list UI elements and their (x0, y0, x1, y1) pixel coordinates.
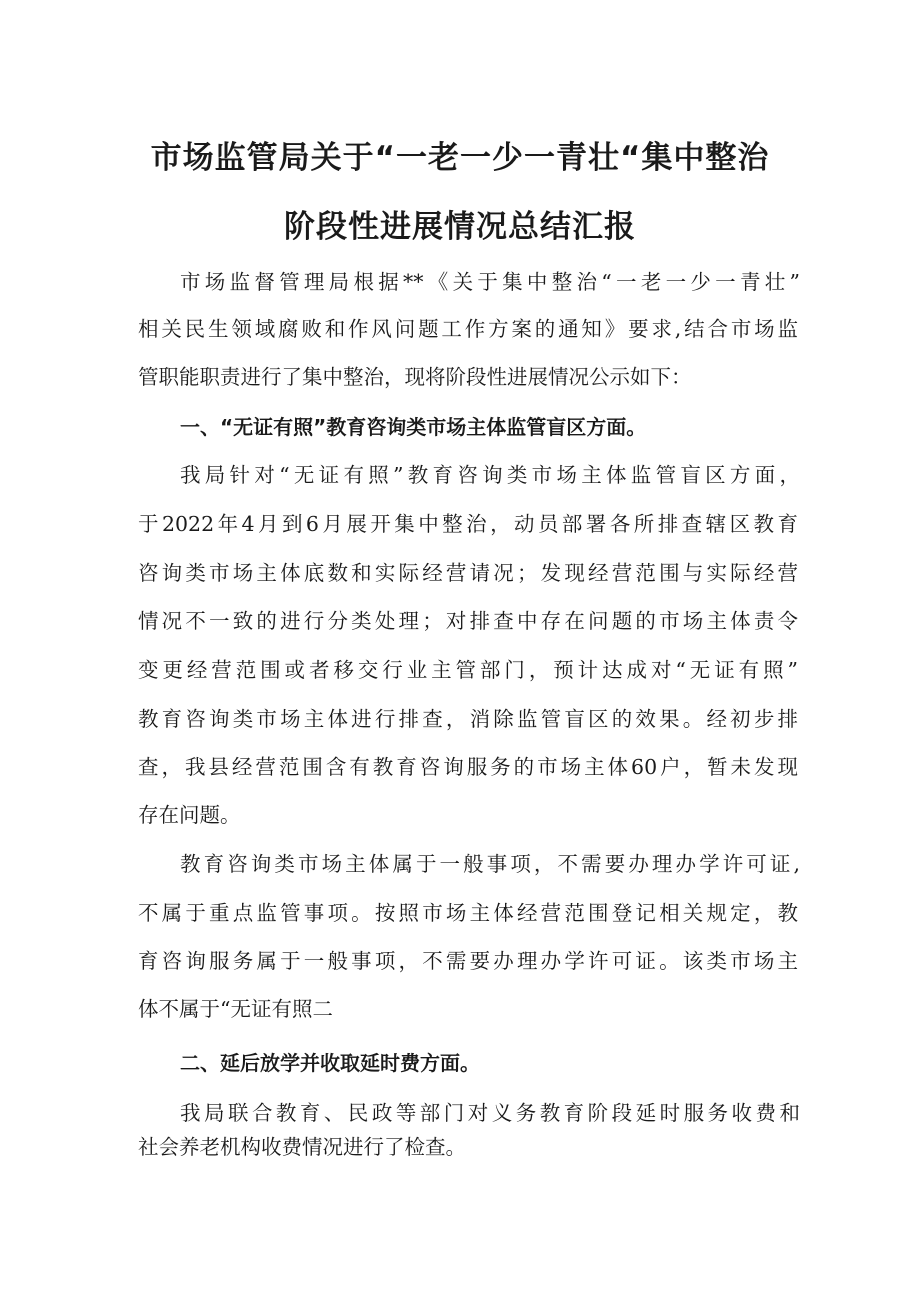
intro-line: 管职能职责进行了集中整治，现将阶段性进展情况公示如下： (138, 365, 692, 389)
section-2-heading: 二、延后放学并收取延时费方面。 (180, 1051, 480, 1075)
section-1-para-2-line: 体不属于“无证有照二 (138, 997, 333, 1021)
section-1-para-1-line: 咨询类市场主体底数和实际经营请况；发现经营范围与实际经营 (138, 561, 798, 585)
section-1-para-2-line: 不属于重点监管事项。按照市场主体经营范围登记相关规定，教 (138, 901, 798, 925)
section-2-para-1-line: 社会养老机构收费情况进行了检查。 (138, 1135, 466, 1159)
section-2-para-1-line: 我局联合教育、民政等部门对义务教育阶段延时服务收费和 (180, 1101, 800, 1125)
section-1-para-1-line: 于2022年4月到6月展开集中整治，动员部署各所排查辖区教育 (138, 512, 798, 536)
section-1-para-1-line: 存在问题。 (138, 803, 241, 827)
section-1-para-1-line: 变更经营范围或者移交行业主管部门，预计达成对“无证有照” (138, 658, 798, 682)
section-1-para-2-line: 育咨询服务属于一般事项，不需要办理办学许可证。该类市场主 (138, 949, 798, 973)
document-title-line-2: 阶段性进展情况总结汇报 (284, 209, 636, 245)
section-1-para-1-line: 我局针对“无证有照”教育咨询类市场主体监管盲区方面， (180, 463, 800, 487)
document-title-line-1: 市场监管局关于“一老一少一青壮“集中整治 (150, 140, 770, 176)
section-1-para-1-line: 查，我县经营范围含有教育咨询服务的市场主体60户，暂未发现 (138, 755, 798, 779)
section-1-para-2-line: 教育咨询类市场主体属于一般事项，不需要办理办学许可证, (180, 852, 800, 876)
section-1-para-1-line: 教育咨询类市场主体进行排查，消除监管盲区的效果。经初步排 (138, 707, 798, 731)
intro-line: 市场监督管理局根据**《关于集中整治“一老一少一青壮” (180, 270, 800, 294)
section-1-para-1-line: 情况不一致的进行分类处理；对排查中存在问题的市场主体责令 (138, 609, 798, 633)
intro-line: 相关民生领域腐败和作风问题工作方案的通知》要求,结合市场监 (138, 317, 798, 341)
section-1-heading: 一、“无证有照”教育咨询类市场主体监管盲区方面。 (180, 415, 647, 439)
